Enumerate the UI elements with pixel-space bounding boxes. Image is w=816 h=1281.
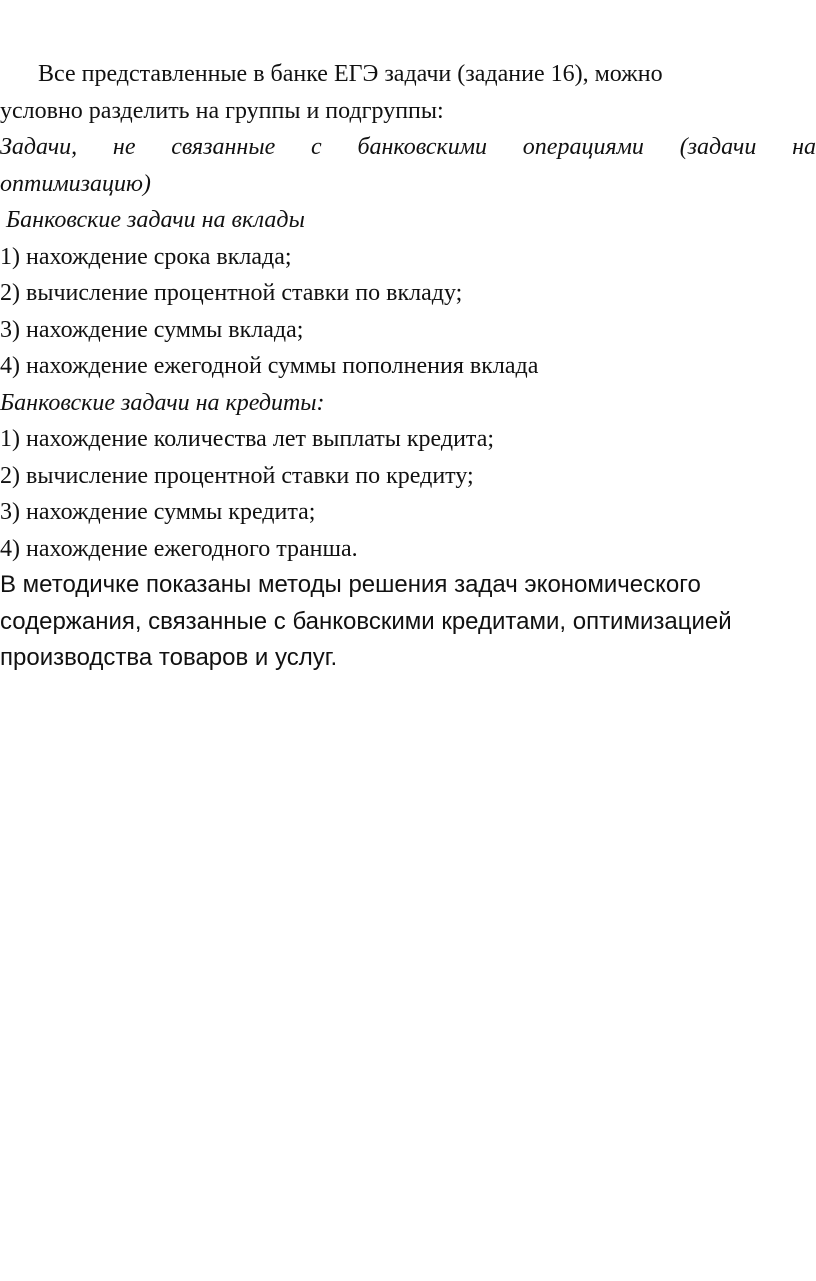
group-word: на <box>792 134 816 160</box>
group-word: не <box>112 134 136 160</box>
credits-item: 4) нахождение ежегодного транша. <box>0 535 358 562</box>
deposits-item: 1) нахождение срока вклада; <box>0 243 292 270</box>
summary-line: производства товаров и услуг. <box>0 644 338 671</box>
credits-item: 3) нахождение суммы кредита; <box>0 499 316 525</box>
group-word: с <box>311 134 322 160</box>
group-non-banking-line-1 <box>0 129 816 166</box>
deposits-heading: Банковские задачи на вклады <box>6 207 305 233</box>
deposits-item: 4) нахождение ежегодной суммы пополнения вклада <box>0 353 539 379</box>
deposits-item: 2) вычисление процентной ставки по вкладу; <box>0 280 463 306</box>
group-word: связанные <box>171 134 276 160</box>
group-word: банковскими <box>357 134 488 160</box>
summary-line: В методичке показаны методы решения задач экономического <box>0 571 701 598</box>
group-word: операциями <box>522 134 644 160</box>
intro-line-1: Все представленные в банке ЕГЭ задачи (задание 16), можно <box>38 61 663 87</box>
intro-line-2: условно разделить на группы и подгруппы: <box>0 97 444 124</box>
summary-line: содержания, связанные с банковскими кредитами, оптимизацией <box>0 607 732 635</box>
document-page <box>0 56 816 677</box>
group-non-banking-line-2: оптимизацию) <box>0 170 151 197</box>
credits-item: 2) вычисление процентной ставки по кредиту; <box>0 462 474 489</box>
credits-item: 1) нахождение количества лет выплаты кредита; <box>0 426 495 452</box>
group-word: (задачи <box>679 134 757 160</box>
deposits-item: 3) нахождение суммы вклада; <box>0 316 304 343</box>
credits-heading: Банковские задачи на кредиты: <box>0 389 325 416</box>
group-word: Задачи, <box>0 134 78 160</box>
